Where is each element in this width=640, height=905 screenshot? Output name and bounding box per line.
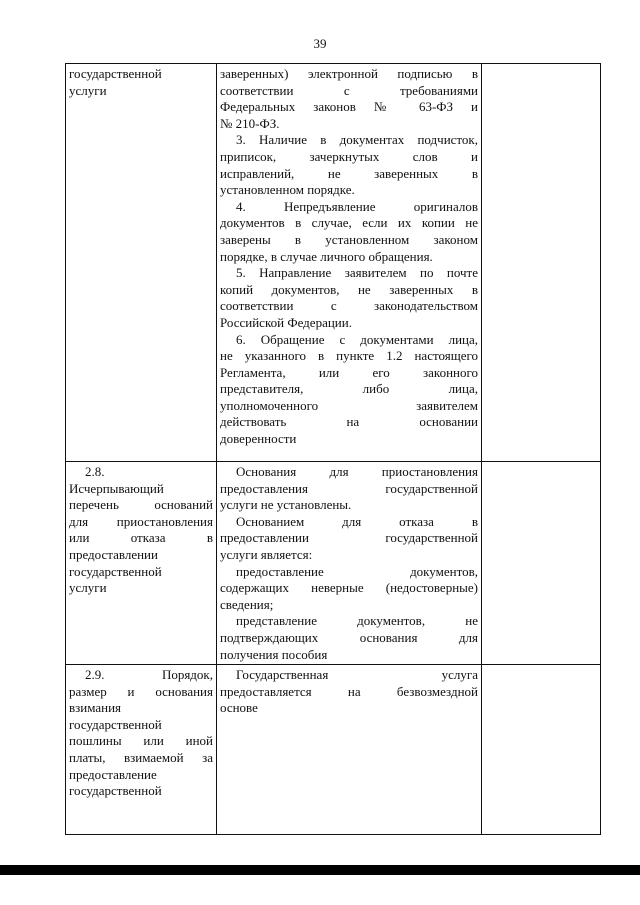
- text-line: содержащих неверные (недостоверные): [220, 580, 478, 596]
- text-line: услуги: [69, 82, 107, 98]
- text-line: предоставление документов,: [236, 563, 478, 579]
- cell-content: [217, 665, 482, 835]
- text-line: государственной: [69, 66, 162, 81]
- text-line: предоставляется на безвозмездной: [220, 683, 478, 699]
- table-row: [66, 64, 601, 462]
- text-line: услуги: [69, 580, 107, 596]
- text-line: для приостановления: [69, 513, 213, 529]
- cell-empty: [482, 462, 601, 665]
- text-line: государственной: [69, 716, 162, 732]
- text-line: сведения;: [220, 596, 274, 612]
- text-line: взимания: [69, 700, 122, 716]
- text-line: пошлины или иной: [69, 733, 213, 749]
- cell-empty: [482, 64, 601, 462]
- text-line: документов в случае, если их копии не: [220, 215, 478, 231]
- text-line: перечень оснований: [69, 497, 213, 513]
- text-line: размер и основания: [69, 683, 213, 699]
- text-line: подтверждающих основания для: [220, 629, 478, 645]
- text-line: заверенных) электронной подписью в: [220, 66, 478, 81]
- cell-content: [217, 462, 482, 665]
- text-line: государственной: [69, 783, 162, 799]
- text-line: предоставлении государственной: [220, 530, 478, 546]
- text-line: Основанием для отказа в: [236, 513, 478, 529]
- table-row: [66, 462, 601, 665]
- text-line: установленном порядке.: [220, 182, 355, 198]
- cell-content: [217, 64, 482, 462]
- text-line: 2.9. Порядок,: [85, 667, 213, 682]
- text-line: услуги является:: [220, 546, 313, 562]
- text-line: Российской Федерации.: [220, 314, 352, 330]
- text-line: не указанного в пункте 1.2 настоящего: [220, 348, 478, 364]
- text-line: Государственная услуга: [236, 667, 478, 682]
- text-line: предоставлении: [69, 546, 158, 562]
- text-line: 5. Направление заявителем по почте: [236, 265, 478, 281]
- text-line: исправлений, не заверенных в: [220, 165, 478, 181]
- text-line: Исчерпывающий: [69, 480, 164, 496]
- text-line: представление документов, не: [236, 613, 478, 629]
- cell-empty: [482, 665, 601, 835]
- text-line: уполномоченного заявителем: [220, 397, 478, 413]
- text-line: предоставления государственной: [220, 480, 478, 496]
- text-line: приписок, зачеркнутых слов и: [220, 148, 478, 164]
- text-line: доверенности: [220, 431, 297, 447]
- text-line: платы, взимаемой за: [69, 749, 213, 765]
- cell-title: [66, 64, 217, 462]
- cell-title: [66, 462, 217, 665]
- text-line: 2.8.: [85, 464, 105, 479]
- text-line: государственной: [69, 563, 162, 579]
- text-line: заверены в установленном законом: [220, 231, 478, 247]
- text-line: или отказа в: [69, 530, 213, 546]
- text-line: соответствии с законодательством: [220, 298, 478, 314]
- text-line: соответствии с требованиями: [220, 82, 478, 98]
- text-line: 6. Обращение с документами лица,: [236, 331, 478, 347]
- table-row: [66, 665, 601, 835]
- cell-title: [66, 665, 217, 835]
- text-line: Регламента, или его законного: [220, 364, 478, 380]
- text-line: услуги не установлены.: [220, 497, 352, 513]
- text-line: Основания для приостановления: [236, 464, 478, 479]
- text-line: предоставление: [69, 766, 157, 782]
- text-line: 4. Непредъявление оригиналов: [236, 198, 478, 214]
- text-line: № 210-ФЗ.: [220, 115, 280, 131]
- text-line: Федеральных законов № 63-ФЗ и: [220, 99, 478, 115]
- scan-edge-bar: [0, 865, 640, 875]
- text-line: порядке, в случае личного обращения.: [220, 248, 433, 264]
- text-line: действовать на основании: [220, 414, 478, 430]
- text-line: представителя, либо лица,: [220, 381, 478, 397]
- page-number: 39: [313, 36, 327, 51]
- regulation-table: [65, 63, 601, 835]
- text-line: копий документов, не заверенных в: [220, 281, 478, 297]
- text-line: получения пособия: [220, 646, 328, 662]
- text-line: 3. Наличие в документах подчисток,: [236, 132, 478, 148]
- text-line: основе: [220, 700, 258, 716]
